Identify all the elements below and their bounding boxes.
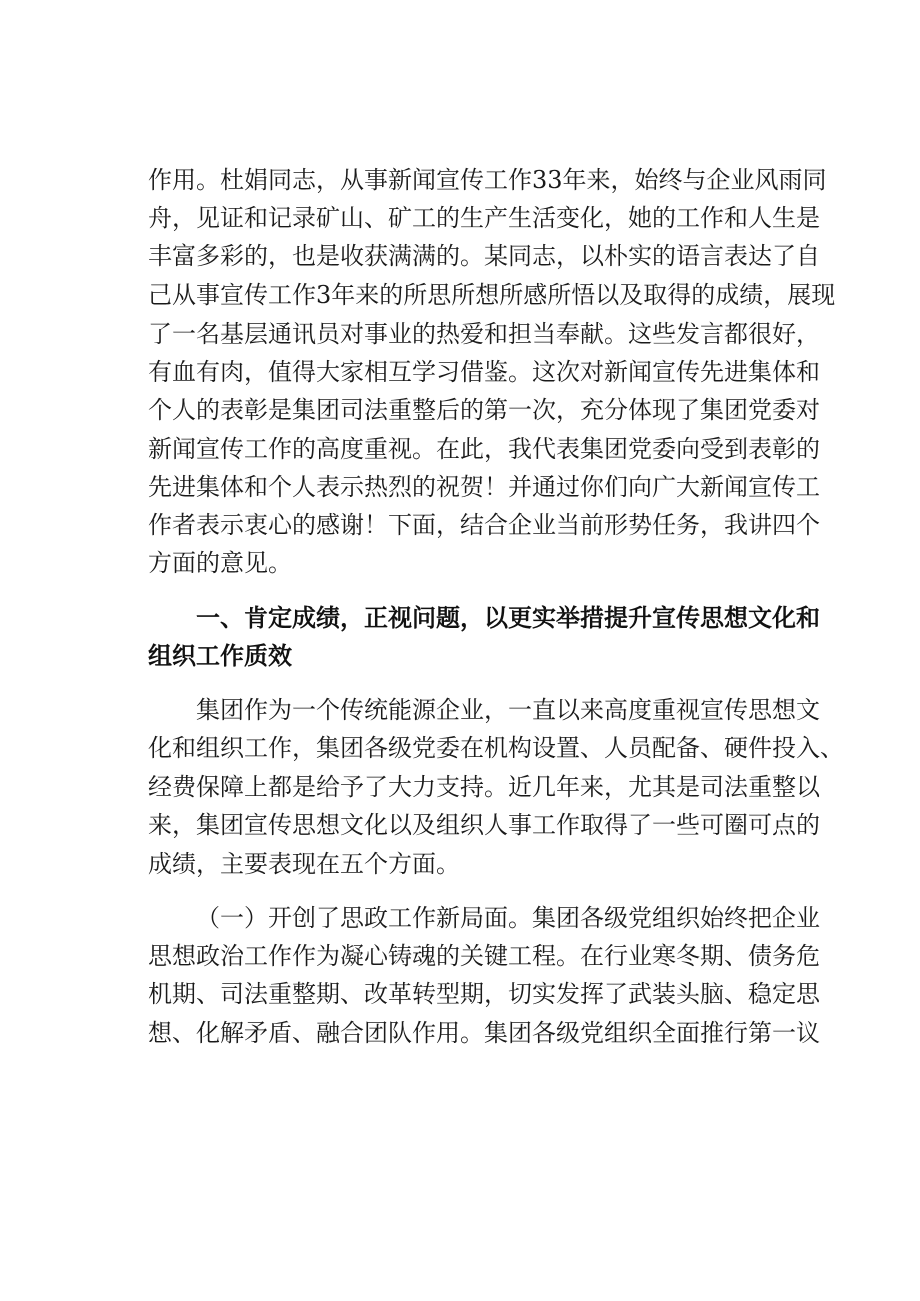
paragraph-first-line: （一）开创了思政工作新局面。集团各级党组织始终把企业 xyxy=(196,904,820,932)
text-line: 新闻宣传工作的高度重视。在此，我代表集团党委向受到表彰的 xyxy=(148,435,820,463)
text-line: 化和组织工作，集团各级党委在机构设置、人员配备、硬件投入、 xyxy=(148,734,844,762)
section-heading: 组织工作质效 xyxy=(148,642,292,670)
text-line: 丰富多彩的，也是收获满满的。某同志，以朴实的语言表达了自 xyxy=(148,242,820,270)
text-line: 想、化解矛盾、融合团队作用。集团各级党组织全面推行第一议 xyxy=(148,1019,820,1047)
text-line: 经费保障上都是给予了大力支持。近几年来，尤其是司法重整以 xyxy=(148,773,820,801)
text-line: 了一名基层通讯员对事业的热爱和担当奉献。这些发言都很好， xyxy=(148,320,820,348)
text-line: 思想政治工作作为凝心铸魂的关键工程。在行业寒冬期、债务危 xyxy=(148,942,820,970)
text-line: 成绩，主要表现在五个方面。 xyxy=(148,850,460,878)
text-line: 舟，见证和记录矿山、矿工的生产生活变化，她的工作和人生是 xyxy=(148,204,820,232)
text-line: 来，集团宣传思想文化以及组织人事工作取得了一些可圈可点的 xyxy=(148,811,820,839)
text-line: 先进集体和个人表示热烈的祝贺！并通过你们向广大新闻宣传工 xyxy=(148,473,820,501)
text-line: 作用。杜娟同志，从事新闻宣传工作33年来，始终与企业风雨同 xyxy=(148,166,827,194)
text-line: 己从事宣传工作3年来的所思所想所感所悟以及取得的成绩，展现 xyxy=(148,281,836,309)
text-line: 作者表示衷心的感谢！下面，结合企业当前形势任务，我讲四个 xyxy=(148,511,820,539)
text-line: 机期、司法重整期、改革转型期，切实发挥了武装头脑、稳定思 xyxy=(148,980,820,1008)
section-heading: 一、肯定成绩，正视问题，以更实举措提升宣传思想文化和 xyxy=(196,604,820,632)
text-line: 个人的表彰是集团司法重整后的第一次，充分体现了集团党委对 xyxy=(148,396,820,424)
text-line: 方面的意见。 xyxy=(148,549,292,577)
paragraph-first-line: 集团作为一个传统能源企业，一直以来高度重视宣传思想文 xyxy=(196,696,820,724)
text-line: 有血有肉，值得大家相互学习借鉴。这次对新闻宣传先进集体和 xyxy=(148,358,820,386)
